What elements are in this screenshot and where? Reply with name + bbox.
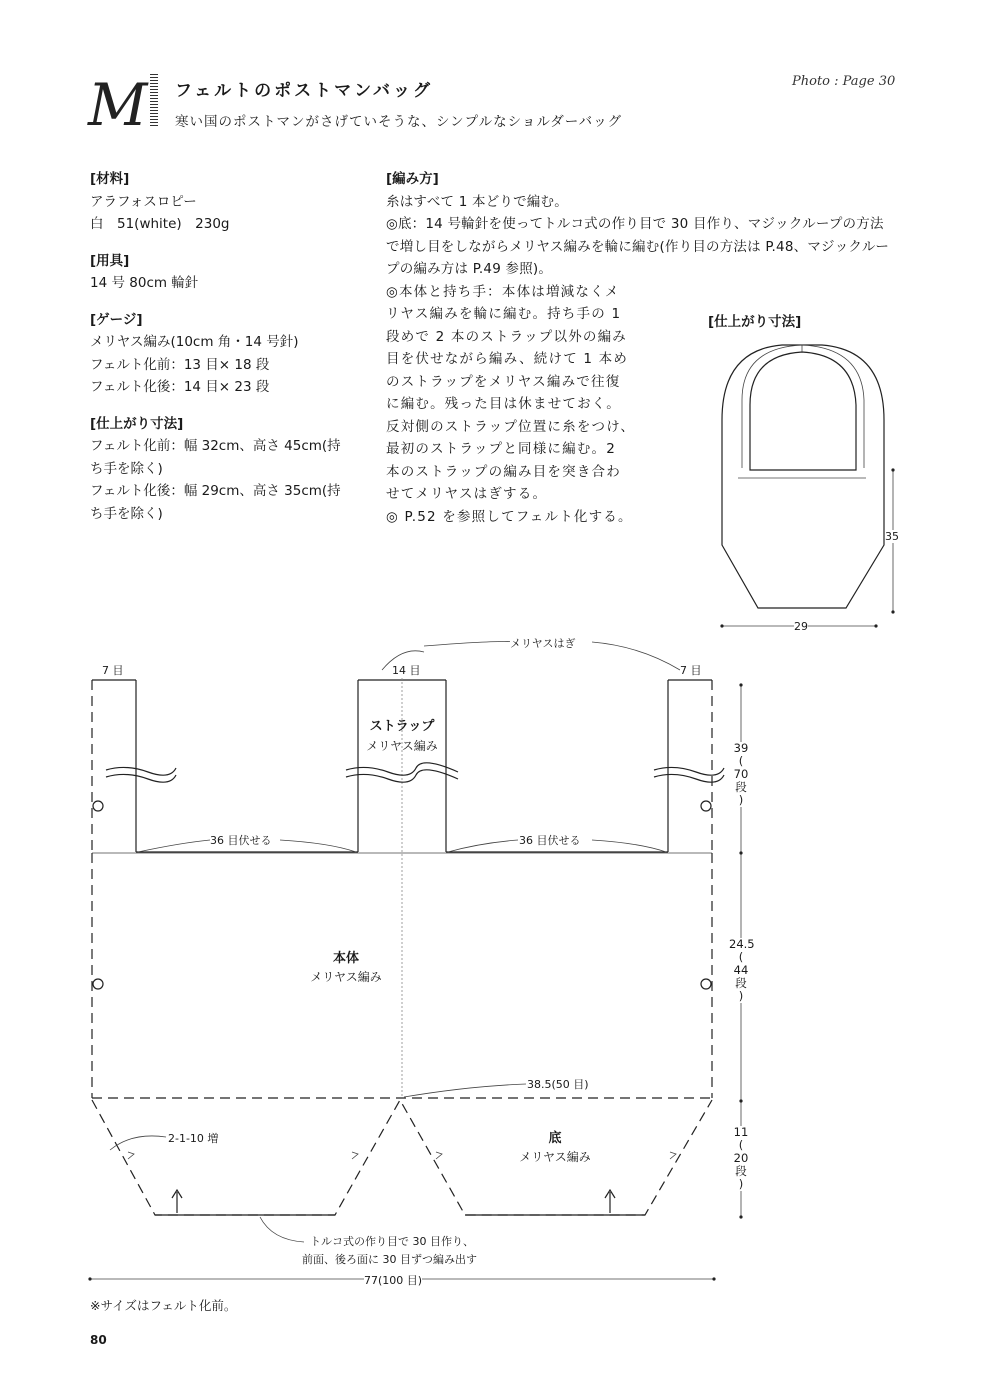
size-line: ち手を除く) bbox=[90, 460, 163, 477]
bottom-label: 底 bbox=[548, 1131, 562, 1146]
kitchener-label: メリヤスはぎ bbox=[510, 637, 576, 650]
body-label: 本体 bbox=[332, 951, 359, 966]
cast-on-note-1: トルコ式の作り目で 30 目作り、 bbox=[310, 1235, 474, 1248]
method-line: 本のストラップの編み目を突き合わ bbox=[386, 463, 621, 480]
half-width-label: 38.5(50 目) bbox=[527, 1078, 589, 1091]
method-line: 糸はすべて 1 本どりで編む。 bbox=[386, 193, 568, 210]
method-line: ◎ P.52 を参照してフェルト化する。 bbox=[386, 508, 633, 525]
size-line: フェルト化前：幅 32cm、高さ 45cm(持 bbox=[90, 438, 341, 454]
increase-label: 2-1-10 増 bbox=[168, 1132, 219, 1145]
photo-reference: Photo : Page 30 bbox=[792, 74, 896, 89]
pattern-letter: M bbox=[88, 71, 148, 139]
page-subtitle: 寒い国のポストマンがさげていそうな、シンプルなショルダーバッグ bbox=[175, 114, 623, 130]
size-note: ※サイズはフェルト化前。 bbox=[90, 1298, 237, 1313]
method-line: リヤス編みを輪に編む。持ち手の 1 bbox=[386, 306, 622, 322]
cast-on-note-2: 前面、後ろ面に 30 目ずつ編み出す bbox=[302, 1253, 477, 1266]
finished-width-label: 29 bbox=[794, 620, 808, 633]
method-line: で増し目をしながらメリヤス編みを輪に編む(作り目の方法は P.48、マジックルー bbox=[386, 238, 890, 255]
method-line: せてメリヤスはぎする。 bbox=[386, 486, 548, 502]
bottom-stitch-label: メリヤス編み bbox=[519, 1150, 591, 1164]
page-number: 80 bbox=[90, 1333, 107, 1347]
full-width-label: 77(100 目) bbox=[364, 1274, 423, 1287]
page-title: フェルトのポストマンバッグ bbox=[175, 81, 433, 101]
method-heading: [編み方] bbox=[386, 171, 439, 187]
method-line: 目を伏せながら編み、続けて 1 本め bbox=[386, 351, 629, 367]
materials-line: 白 51(white) 230g bbox=[90, 216, 230, 232]
strap-height-label: 39 ( 70 段 ) bbox=[729, 742, 753, 807]
body-stitch-label: メリヤス編み bbox=[310, 970, 382, 984]
method-line: プの編み方は P.49 参照)。 bbox=[386, 261, 553, 277]
left-strap-stitches: 7 目 bbox=[102, 664, 124, 677]
method-line: 反対側のストラップ位置に糸をつけ、 bbox=[386, 418, 636, 435]
materials-line: アラフォスロピー bbox=[90, 193, 197, 210]
size-line: フェルト化後：幅 29cm、高さ 35cm(持 bbox=[90, 483, 341, 499]
center-strap-stitches: 14 目 bbox=[392, 664, 421, 677]
method-line: ◎底：14 号輪針を使ってトルコ式の作り目で 30 目作り、マジックループの方法 bbox=[386, 216, 884, 232]
left-bindoff-label: 36 目伏せる bbox=[210, 834, 272, 847]
materials-heading: [材料] bbox=[90, 171, 130, 187]
bottom-height-label: 11 ( 20 段 ) bbox=[729, 1126, 753, 1191]
body-height-label: 24.5 ( 44 段 ) bbox=[729, 937, 755, 1003]
strap-stitch-label: メリヤス編み bbox=[366, 739, 438, 753]
tools-heading: [用具] bbox=[90, 252, 130, 269]
method-line: 段めで 2 本のストラップ以外の編み bbox=[386, 328, 628, 345]
method-line: 最初のストラップと同様に編む。2 bbox=[386, 441, 617, 457]
method-line: のストラップをメリヤス編みで往復 bbox=[386, 373, 621, 390]
gauge-heading: [ゲージ] bbox=[90, 311, 143, 328]
size-heading: [仕上がり寸法] bbox=[90, 415, 184, 432]
method-line: に編む。残った目は休ませておく。 bbox=[386, 396, 621, 412]
right-bindoff-label: 36 目伏せる bbox=[519, 834, 581, 847]
tools-line: 14 号 80cm 輪針 bbox=[90, 275, 199, 291]
gauge-line: フェルト化前：13 目× 18 段 bbox=[90, 356, 270, 373]
finished-height-label: 35 bbox=[885, 530, 899, 543]
right-strap-stitches: 7 目 bbox=[680, 664, 702, 677]
finished-size-title: [仕上がり寸法] bbox=[708, 314, 802, 330]
gauge-line: フェルト化後：14 目× 23 段 bbox=[90, 379, 270, 395]
size-line: ち手を除く) bbox=[90, 505, 163, 522]
gauge-line: メリヤス編み(10cm 角・14 号針) bbox=[90, 334, 299, 350]
strap-label: ストラップ bbox=[369, 719, 435, 734]
method-line: ◎本体と持ち手：本体は増減なくメ bbox=[386, 283, 620, 300]
finished-bag-outline bbox=[720, 345, 894, 628]
